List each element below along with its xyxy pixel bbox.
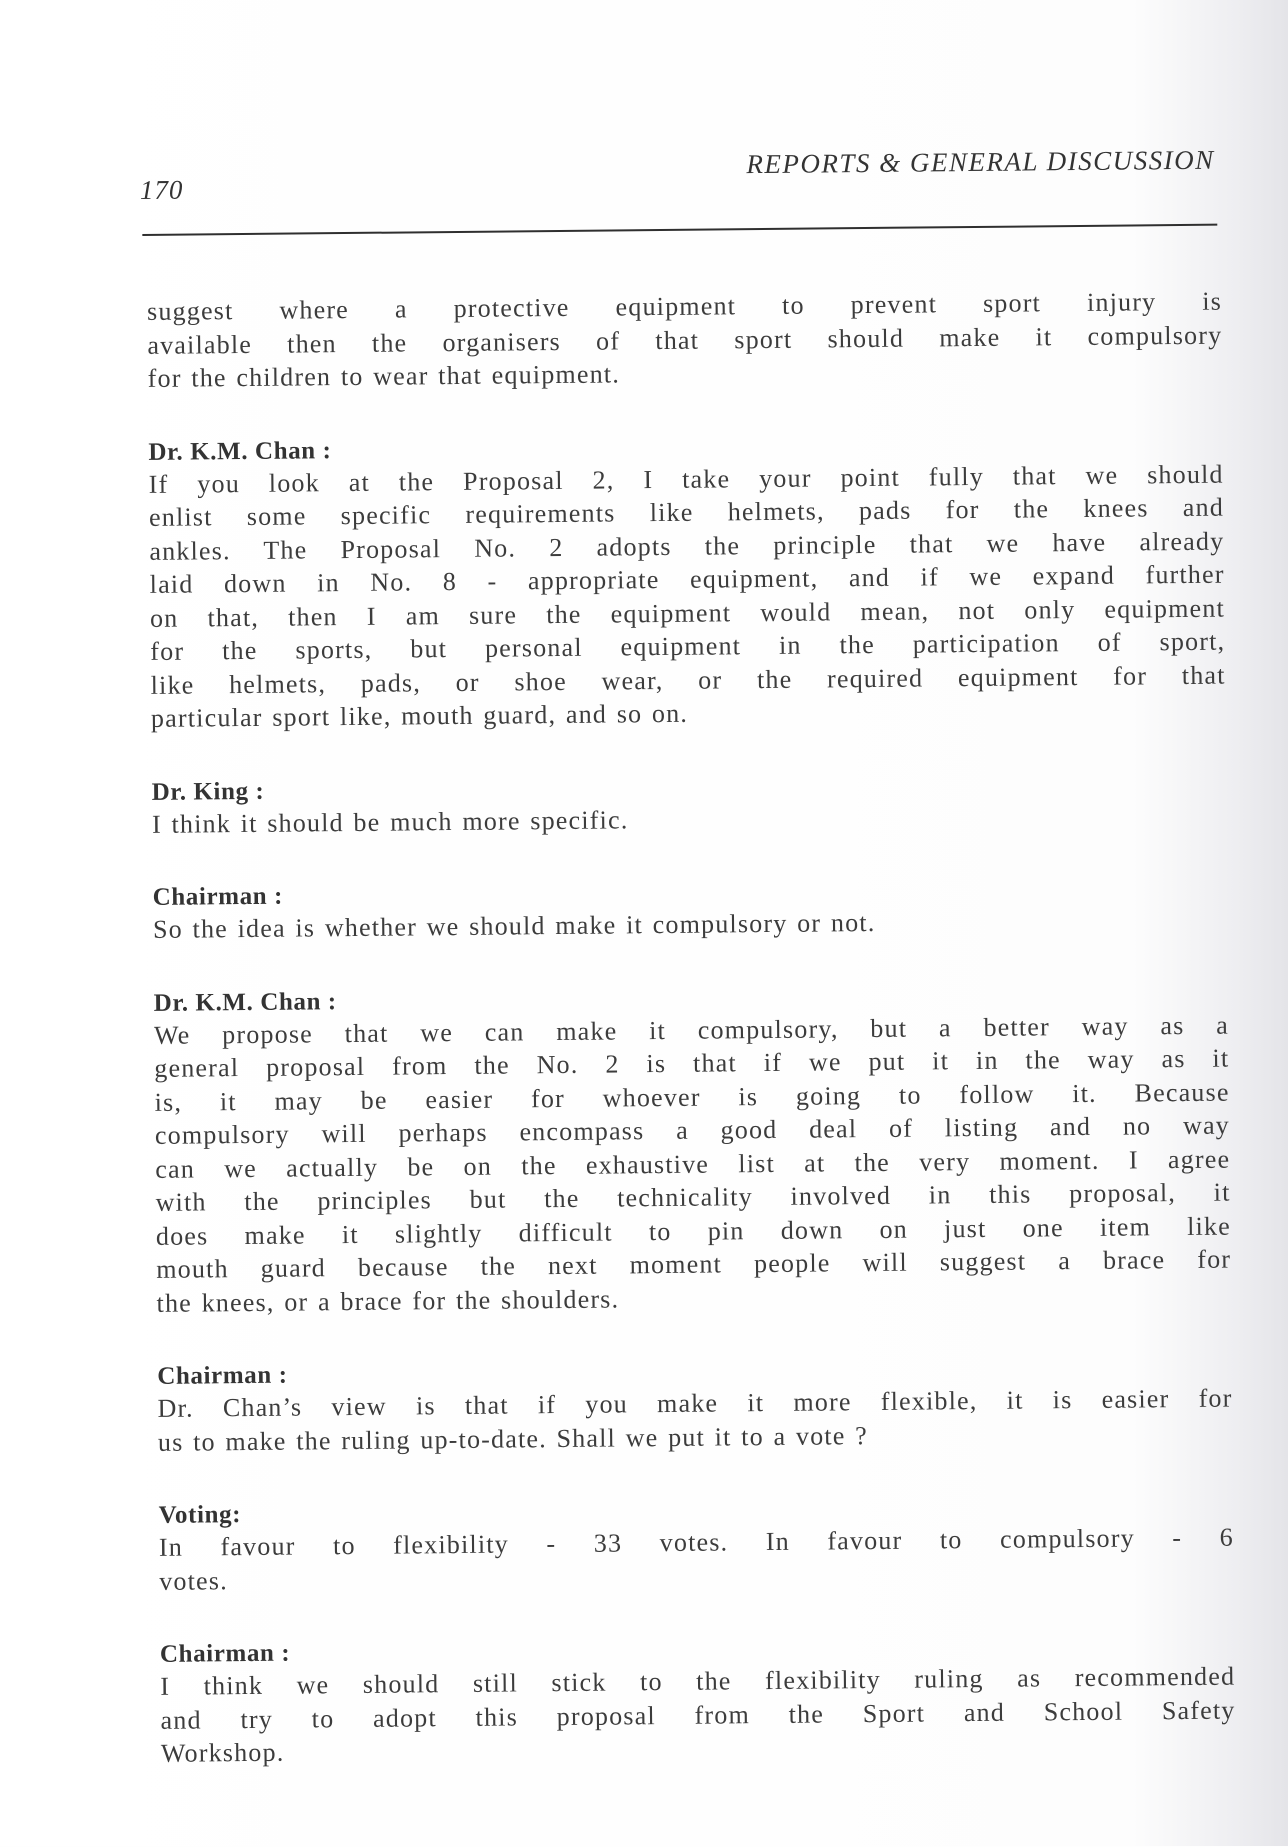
text-line: mouth guard because the next moment people will suggest a brace for: [156, 1244, 1232, 1284]
text-line: ankles. The Proposal No. 2 adopts the principle that we have already: [149, 526, 1225, 566]
text-line: If you look at the Proposal 2, I take your point fully that we should: [148, 459, 1224, 499]
speaker-label: Chairman :: [152, 882, 284, 911]
text-line: does make it slightly difficult to pin down on just one item like: [155, 1211, 1232, 1251]
running-head: REPORTS & GENERAL DISCUSSION: [746, 144, 1215, 180]
text-line: compulsory will perhaps encompass a good deal of listing and no way: [154, 1110, 1231, 1150]
speaker-label: Chairman :: [159, 1639, 291, 1668]
voting-result: [159, 1521, 1235, 1598]
text-line: on that, then I am sure the equipment would mean, not only equipment: [149, 593, 1226, 633]
text-line: us to make the ruling up-to-date. Shall we put it to a vote ?: [157, 1420, 869, 1457]
paragraph: [147, 285, 1223, 396]
paragraph: [157, 1382, 1233, 1459]
speaker-label: Chairman :: [157, 1361, 288, 1390]
text-line: can we actually be on the exhaustive list at the very moment. I agree: [155, 1144, 1231, 1184]
paragraph: [160, 1660, 1236, 1771]
transcript-block-voting: [158, 1491, 1234, 1598]
transcript-block-chairman-2: [157, 1352, 1233, 1459]
speaker-label: Dr. K.M. Chan :: [148, 436, 332, 466]
text-line: enlist some specific requirements like helmets, pads for the knees and: [148, 492, 1225, 532]
text-line: and try to adopt this proposal from the Sport and School Safety: [160, 1695, 1236, 1735]
speaker-label: Dr. King :: [151, 777, 265, 806]
transcript-block-kmchan-1: [148, 427, 1226, 735]
text-line: for the children to wear that equipment.: [147, 359, 621, 393]
text-line: laid down in No. 8 - appropriate equipment, and if we expand further: [149, 559, 1225, 599]
text-line: I think we should still stick to the flexibility ruling as recommended: [160, 1661, 1236, 1701]
text-line: So the idea is whether we should make it compulsory or not.: [152, 907, 876, 944]
text-line: is, it may be easier for whoever is going to follow it. Because: [154, 1077, 1230, 1117]
text-line: We propose that we can make it compulsory, but a better way as a: [153, 1010, 1230, 1050]
text-line: available then the organisers of that sport should make it compulsory: [147, 320, 1223, 360]
text-line: general proposal from the No. 2 is that if we put it in the way as it: [154, 1043, 1230, 1083]
text-line: I think it should be much more specific.: [151, 804, 629, 839]
text-line: with the principles but the technicality involved in this proposal, it: [155, 1177, 1231, 1217]
text-line: like helmets, pads, or shoe wear, or the required equipment for that: [150, 660, 1226, 700]
text-line: particular sport like, mouth guard, and so on.: [150, 698, 689, 733]
text-line: for the sports, but personal equipment in the participation of sport,: [150, 626, 1226, 666]
transcript-block-continuation: [147, 285, 1223, 396]
text-line: the knees, or a brace for the shoulders.: [156, 1283, 620, 1318]
paragraph: [149, 457, 1227, 735]
transcript-block-kmchan-2: [154, 978, 1232, 1320]
paragraph: [154, 1008, 1232, 1320]
voting-label: Voting:: [158, 1501, 242, 1529]
transcript-block-chairman-3: [160, 1630, 1236, 1771]
speaker-label: Dr. K.M. Chan :: [153, 987, 337, 1017]
text-line: Workshop.: [160, 1737, 285, 1768]
text-line: votes.: [159, 1565, 228, 1596]
transcript-block-king: [152, 767, 1228, 841]
page-number: 170: [139, 174, 184, 205]
text-line: In favour to flexibility - 33 votes. In favour to compulsory - 6: [158, 1522, 1235, 1562]
transcript-block-chairman-1: [153, 873, 1229, 947]
text-line: suggest where a protective equipment to prevent sport injury is: [146, 286, 1223, 326]
text-line: Dr. Chan’s view is that if you make it more flexible, it is easier for: [157, 1383, 1233, 1423]
discussion-transcript: [147, 285, 1236, 1771]
page-header: [140, 145, 1216, 215]
header-rule: [142, 224, 1217, 236]
